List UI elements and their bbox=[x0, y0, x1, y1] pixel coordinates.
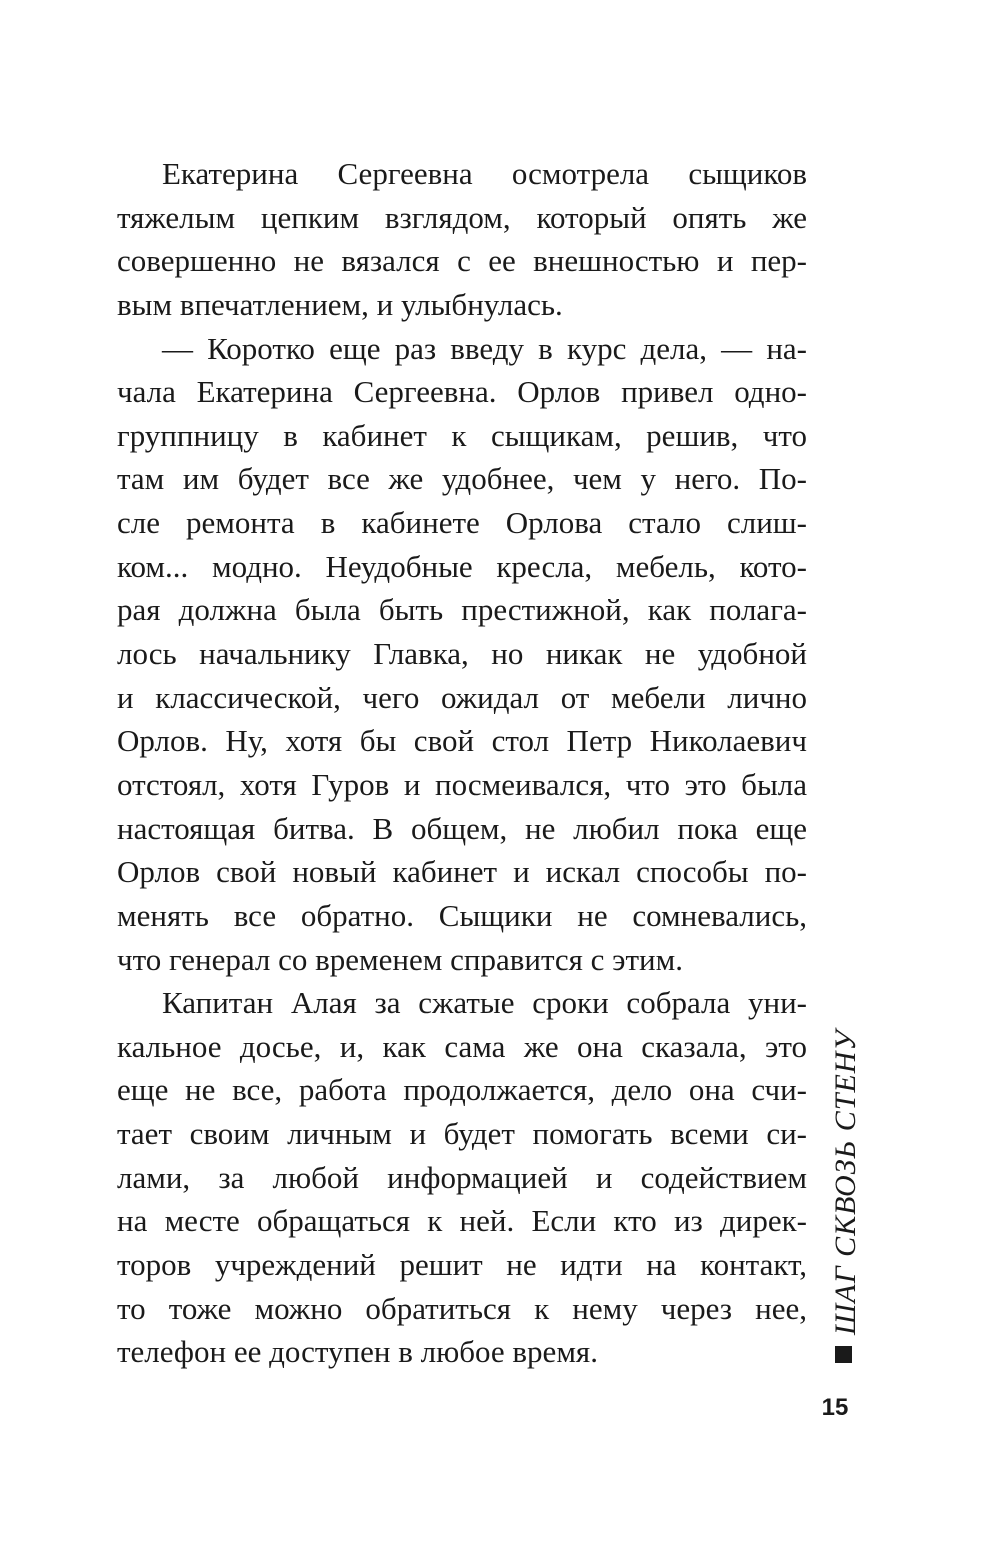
text-line: Капитан Алая за сжатые сроки собрала уни- bbox=[162, 985, 807, 1021]
text-line: вым впечатлением, и улыбнулась. bbox=[117, 286, 563, 322]
text-line: Орлов свой новый кабинет и искал способы по- bbox=[117, 854, 807, 890]
text-line: группницу в кабинет к сыщикам, решив, что bbox=[117, 417, 807, 453]
text-line: на месте обращаться к ней. Если кто из дирек- bbox=[117, 1203, 807, 1239]
text-line: Орлов. Ну, хотя бы свой стол Петр Николаевич bbox=[117, 723, 807, 759]
text-line: сле ремонта в кабинете Орлова стало слиш- bbox=[117, 505, 807, 541]
text-line: настоящая битва. В общем, не любил пока еще bbox=[117, 810, 807, 846]
text-line: торов учреждений решит не идти на контакт, bbox=[117, 1247, 807, 1283]
text-line: еще не все, работа продолжается, дело она счи- bbox=[117, 1072, 807, 1108]
text-line: тяжелым цепким взглядом, который опять же bbox=[117, 199, 807, 235]
text-line: там им будет все же удобнее, чем у него. По- bbox=[117, 461, 807, 497]
text-line: отстоял, хотя Гуров и посмеивался, что это была bbox=[117, 766, 807, 802]
text-line: рая должна была быть престижной, как полага- bbox=[117, 592, 807, 628]
text-line: Екатерина Сергеевна осмотрела сыщиков bbox=[162, 156, 807, 191]
text-line: чала Екатерина Сергеевна. Орлов привел одно- bbox=[117, 374, 807, 410]
text-line: лами, за любой информацией и содействием bbox=[117, 1159, 807, 1195]
running-title: ШАГ СКВОЗЬ СТЕНУ bbox=[829, 1029, 862, 1335]
text-line: что генерал со временем справится с этим. bbox=[117, 941, 683, 977]
text-line: лось начальнику Главка, но никак не удобной bbox=[117, 636, 807, 672]
text-line: и классической, чего ожидал от мебели лично bbox=[117, 679, 807, 715]
text-line: менять все обратно. Сыщики не сомневались, bbox=[117, 897, 807, 933]
page-number: 15 bbox=[821, 1394, 849, 1421]
square-marker-icon bbox=[835, 1346, 852, 1363]
text-line: кальное досье, и, как сама же она сказала, это bbox=[117, 1028, 807, 1064]
text-line: тает своим личным и будет помогать всеми си- bbox=[117, 1116, 807, 1152]
body-text bbox=[117, 152, 807, 1374]
text-line: ком... модно. Неудобные кресла, мебель, кото- bbox=[117, 548, 807, 584]
text-line: совершенно не вязался с ее внешностью и пер- bbox=[117, 243, 807, 279]
text-line: телефон ее доступен в любое время. bbox=[117, 1334, 598, 1370]
text-line: — Коротко еще раз введу в курс дела, — на- bbox=[162, 330, 807, 366]
text-line: то тоже можно обратиться к нему через нее, bbox=[117, 1290, 807, 1326]
